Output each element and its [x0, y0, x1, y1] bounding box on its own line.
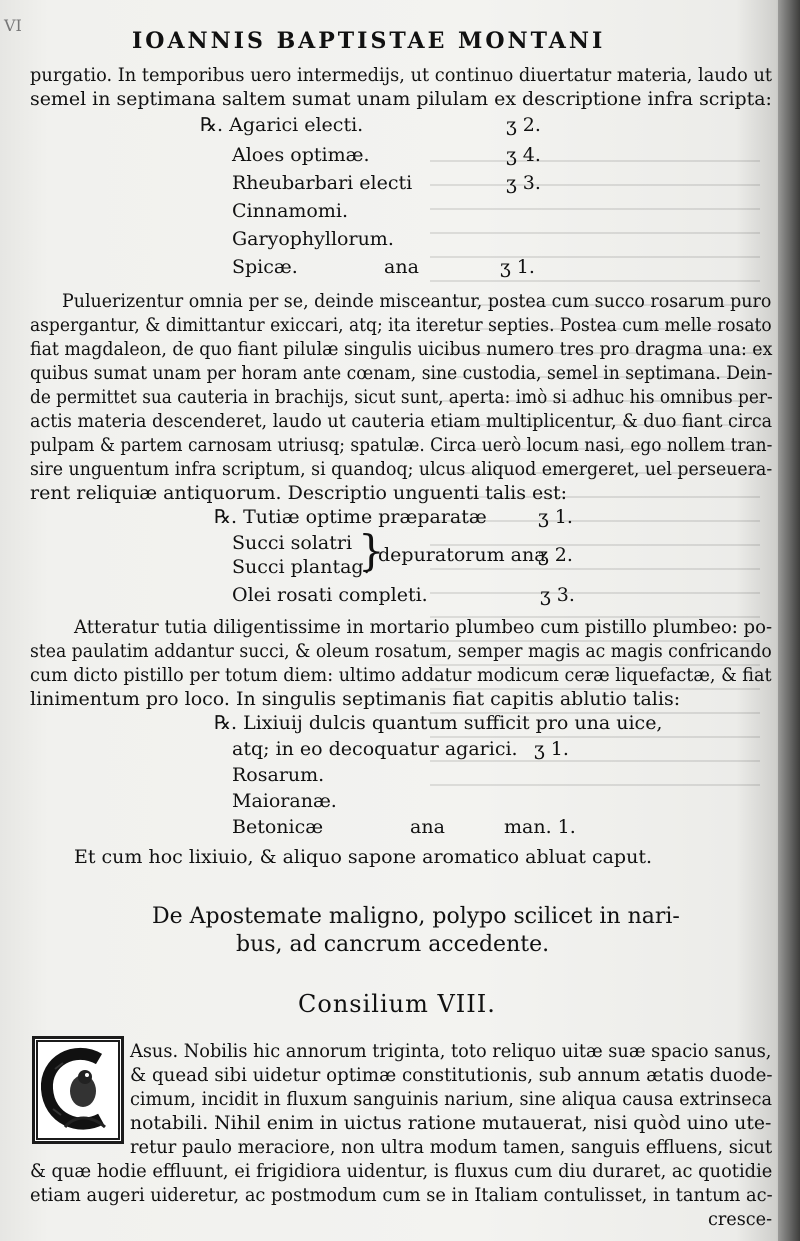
- text-line: Asus. Nobilis hic annorum triginta, toto reliquo uitæ suæ spacio sanus,: [130, 1040, 772, 1062]
- text-line: linimentum pro loco. In singulis septimanis fiat capitis ablutio talis:: [30, 688, 681, 710]
- text-line: cum dicto pistillo per totum diem: ultimo addatur modicum ceræ liquefactæ, & fiat: [30, 664, 772, 686]
- text-line: semel in septimana saltem sumat unam pilulam ex descriptione infra scripta:: [30, 88, 772, 110]
- text-line: pulpam & partem carnosam utriusq; spatulæ. Circa uerò locum nasi, ego nollem tran-: [30, 434, 773, 456]
- recipe-ingredient: Olei rosati completi.: [232, 584, 428, 606]
- recipe-ingredient: Rosarum.: [232, 764, 325, 786]
- text-line: Atteratur tutia diligentissime in mortario plumbeo cum pistillo plumbeo: po-: [74, 616, 773, 638]
- decorated-initial: [32, 1036, 124, 1144]
- page-number: VI: [4, 16, 22, 35]
- text-line: stea paulatim addantur succi, & oleum rosatum, semper magis ac magis confricando: [30, 640, 772, 662]
- recipe-quantity: man. 1.: [504, 816, 576, 838]
- section-heading: De Apostemate maligno, polypo scilicet in nari-: [152, 904, 680, 929]
- recipe-brace: }: [358, 526, 385, 575]
- recipe-ingredient: ℞. Lixiuij dulcis quantum sufficit pro una uice,: [214, 712, 663, 734]
- recipe-quantity: ʒ 2.: [506, 114, 541, 136]
- text-line: de permittet sua cauteria in brachijs, sicut sunt, aperta: imò si adhuc his omnibus per-: [30, 386, 773, 408]
- recipe-quantity: ʒ 2.: [538, 544, 573, 566]
- text-line: actis materia descenderet, laudo ut cauteria etiam multiplicentur, & duo fiant circa: [30, 410, 773, 432]
- running-title: IOANNIS BAPTISTAE MONTANI: [132, 28, 606, 54]
- text-line: sire unguentum infra scriptum, si quandoq; ulcus aliquod emergeret, uel perseuera-: [30, 458, 773, 480]
- recipe-quantity: ʒ 1.: [538, 506, 573, 528]
- recipe-quantity: ʒ 1.: [500, 256, 535, 278]
- recipe-quantity: ʒ 4.: [506, 144, 541, 166]
- section-heading: bus, ad cancrum accedente.: [236, 932, 550, 957]
- bird-initial-icon: [35, 1039, 121, 1141]
- recipe-quantity: ʒ 1.: [534, 738, 569, 760]
- recipe-ingredient: Rheubarbari electi: [232, 172, 413, 194]
- text-line: retur paulo meraciore, non ultra modum tamen, sanguis effluens, sicut: [130, 1136, 773, 1158]
- recipe-ingredient: Cinnamomi.: [232, 200, 349, 222]
- text-line: Puluerizentur omnia per se, deinde misceantur, postea cum succo rosarum puro: [62, 290, 772, 312]
- recipe-ingredient: Succi solatri: [232, 532, 353, 554]
- recipe-ingredient: Maioranæ.: [232, 790, 337, 812]
- recipe-ana: ana: [384, 256, 419, 278]
- text-line: & quæ hodie effluunt, ei frigidiora uidentur, is fluxus cum diu duraret, ac quotidie: [30, 1160, 773, 1182]
- recipe-quantity: ʒ 3.: [506, 172, 541, 194]
- recipe-ingredient: ℞. Tutiæ optime præparatæ: [214, 506, 487, 528]
- consilium-title: Consilium VIII.: [298, 990, 496, 1018]
- text-line: fiat magdaleon, de quo fiant pilulæ singulis uicibus numero tres pro dragma una: ex: [30, 338, 773, 360]
- recipe-ingredient: ℞. Agarici electi.: [200, 114, 364, 136]
- text-line: & quead sibi uidetur optimæ constitutionis, sub annum ætatis duode-: [130, 1064, 773, 1086]
- recipe-quantity: ʒ 3.: [540, 584, 575, 606]
- recipe-ingredient: Spicæ.: [232, 256, 298, 278]
- recipe-ingredient: Aloes optimæ.: [232, 144, 370, 166]
- text-line: cimum, incidit in fluxum sanguinis narium, sine aliqua causa extrinseca: [130, 1088, 773, 1110]
- recipe-ingredient: atq; in eo decoquatur agarici.: [232, 738, 518, 760]
- text-line: etiam augeri uideretur, ac postmodum cum se in Italiam contulisset, in tantum ac-: [30, 1184, 773, 1206]
- page-edge-shadow: [778, 0, 800, 1241]
- text-line: purgatio. In temporibus uero intermedijs, ut continuo diuertatur materia, laudo ut: [30, 64, 773, 86]
- text-line: aspergantur, & dimittantur exiccari, atq; ita iteretur septies. Postea cum melle rosato: [30, 314, 772, 336]
- closing-line: Et cum hoc lixiuio, & aliquo sapone aromatico abluat caput.: [74, 846, 652, 868]
- text-line: rent reliquiæ antiquorum. Descriptio unguenti talis est:: [30, 482, 568, 504]
- text-line: quibus sumat unam per horam ante cœnam, sine custodia, semel in septimana. Dein-: [30, 362, 773, 384]
- text-line: notabili. Nihil enim in uictus ratione mutauerat, nisi quòd uino ute-: [130, 1112, 772, 1134]
- recipe-ingredient: Succi plantag.: [232, 556, 370, 578]
- recipe-common-instruction: depuratorum ana: [378, 544, 546, 566]
- recipe-ingredient: Betonicæ: [232, 816, 324, 838]
- catchword: cresce-: [708, 1208, 773, 1230]
- recipe-ingredient: Garyophyllorum.: [232, 228, 394, 250]
- recipe-ana: ana: [410, 816, 445, 838]
